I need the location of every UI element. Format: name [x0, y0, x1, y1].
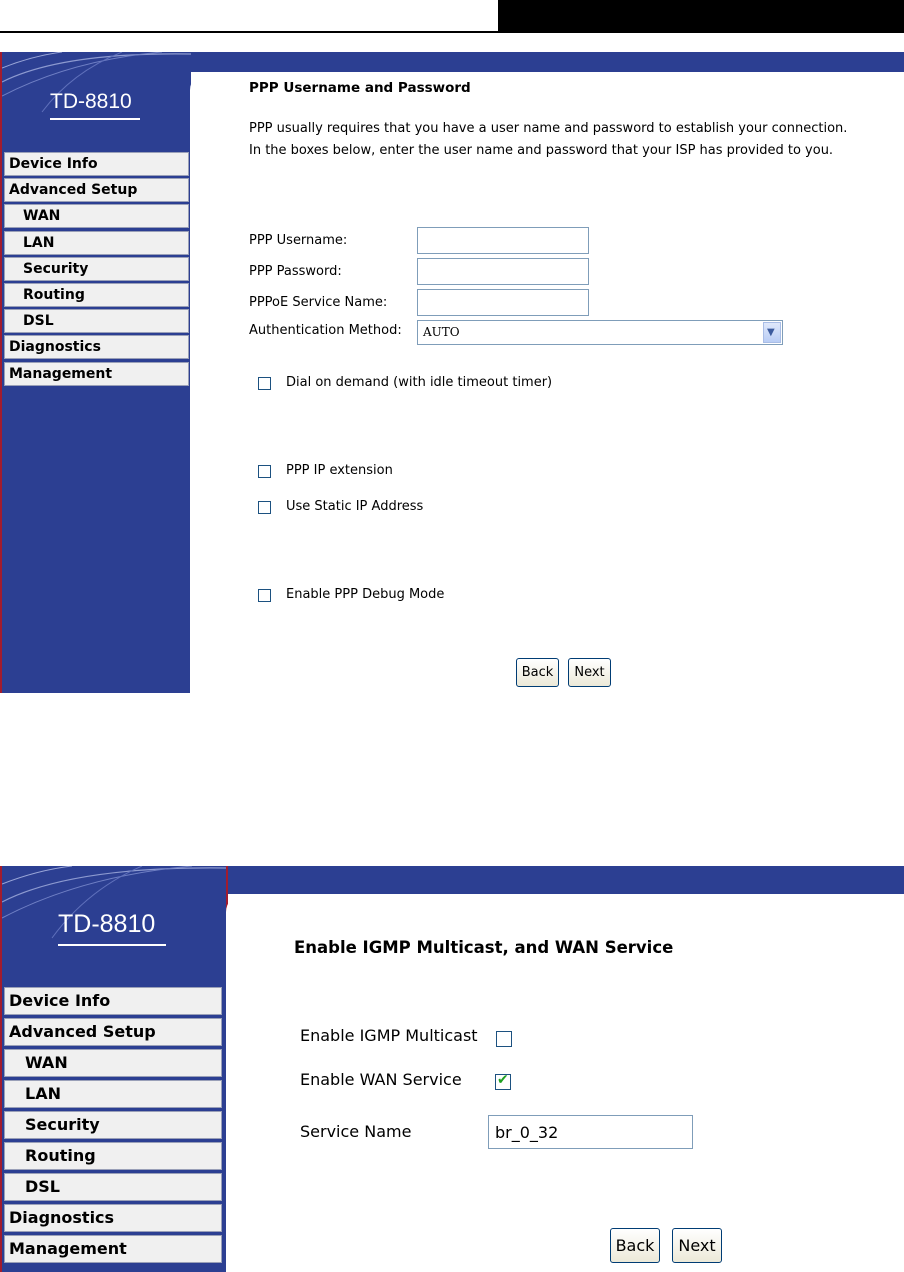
username-label: PPP Username: — [249, 233, 348, 248]
logo-text: TD-8810 — [58, 910, 156, 938]
static-ip-checkbox[interactable] — [258, 501, 271, 514]
debug-mode-label: Enable PPP Debug Mode — [286, 587, 445, 602]
static-ip-label: Use Static IP Address — [286, 499, 424, 514]
menu-device-info[interactable]: Device Info — [4, 152, 189, 176]
ppp-ip-extension-checkbox[interactable] — [258, 465, 271, 478]
dropdown-arrow[interactable] — [763, 322, 781, 343]
auth-method-value: AUTO — [423, 325, 460, 339]
ppp-password-input[interactable] — [417, 258, 589, 285]
menu-wan[interactable]: WAN — [4, 204, 189, 228]
ppp-ip-extension-label: PPP IP extension — [286, 463, 393, 478]
password-label: PPP Password: — [249, 264, 342, 279]
product-logo — [50, 90, 132, 114]
chevron-down-icon: ▼ — [767, 327, 775, 338]
service-name-label: PPPoE Service Name: — [249, 295, 388, 310]
menu-dsl[interactable]: DSL — [4, 309, 189, 333]
menu-device-info[interactable]: Device Info — [4, 987, 222, 1015]
menu-management[interactable]: Management — [4, 1235, 222, 1263]
menu-security[interactable]: Security — [4, 1111, 222, 1139]
menu-advanced-setup[interactable]: Advanced Setup — [4, 178, 189, 202]
main-content — [226, 894, 904, 1272]
igmp-multicast-label: Enable IGMP Multicast — [300, 1026, 478, 1045]
menu-management[interactable]: Management — [4, 362, 189, 386]
next-button[interactable]: Next — [672, 1228, 722, 1263]
description-line-1: PPP usually requires that you have a user name and password to establish your connection. — [249, 121, 848, 136]
pppoe-service-name-input[interactable] — [417, 289, 589, 316]
sidebar — [0, 866, 228, 1272]
main-content — [190, 72, 904, 693]
menu-wan[interactable]: WAN — [4, 1049, 222, 1077]
page-title: Enable IGMP Multicast, and WAN Service — [294, 938, 674, 957]
checkmark-icon: ✔ — [497, 1072, 509, 1088]
ppp-username-input[interactable] — [417, 227, 589, 254]
debug-mode-checkbox[interactable] — [258, 589, 271, 602]
menu-lan[interactable]: LAN — [4, 231, 189, 255]
page-title: PPP Username and Password — [249, 80, 471, 96]
igmp-wan-service-screenshot — [0, 866, 904, 1272]
igmp-multicast-checkbox[interactable] — [496, 1031, 512, 1047]
logo-text: TD-8810 — [50, 90, 132, 113]
nav-menu — [4, 152, 189, 388]
next-button[interactable]: Next — [568, 658, 611, 687]
menu-diagnostics[interactable]: Diagnostics — [4, 1204, 222, 1232]
service-name-label: Service Name — [300, 1122, 412, 1141]
back-button[interactable]: Back — [610, 1228, 660, 1263]
product-logo — [58, 910, 155, 939]
header-black-bar — [498, 0, 904, 33]
service-name-input[interactable] — [488, 1115, 693, 1149]
header-rule — [0, 31, 498, 33]
back-button[interactable]: Back — [516, 658, 559, 687]
menu-security[interactable]: Security — [4, 257, 189, 281]
menu-dsl[interactable]: DSL — [4, 1173, 222, 1201]
wan-service-checkbox[interactable] — [495, 1074, 511, 1090]
auth-method-label: Authentication Method: — [249, 323, 402, 338]
menu-routing[interactable]: Routing — [4, 1142, 222, 1170]
nav-menu — [4, 987, 222, 1266]
logo-underline — [50, 118, 140, 120]
sidebar — [0, 52, 191, 693]
menu-diagnostics[interactable]: Diagnostics — [4, 335, 189, 359]
logo-underline — [58, 944, 166, 946]
menu-routing[interactable]: Routing — [4, 283, 189, 307]
menu-lan[interactable]: LAN — [4, 1080, 222, 1108]
wan-service-label: Enable WAN Service — [300, 1070, 462, 1089]
document-header — [0, 0, 904, 34]
ppp-credentials-screenshot — [0, 52, 904, 693]
dial-on-demand-label: Dial on demand (with idle timeout timer) — [286, 375, 553, 390]
auth-method-select[interactable] — [417, 320, 783, 345]
description-line-2: In the boxes below, enter the user name and password that your ISP has provided to you. — [249, 143, 834, 158]
dial-on-demand-checkbox[interactable] — [258, 377, 271, 390]
menu-advanced-setup[interactable]: Advanced Setup — [4, 1018, 222, 1046]
